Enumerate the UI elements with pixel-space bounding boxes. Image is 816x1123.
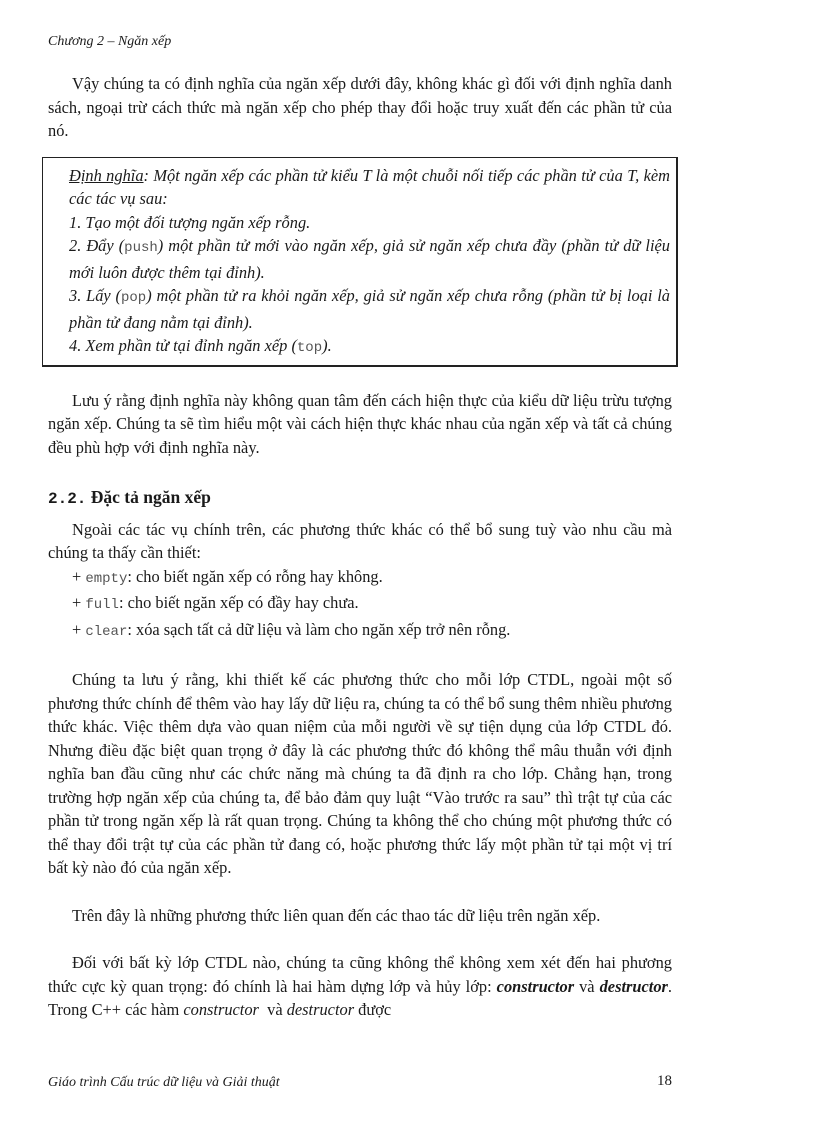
ctor-text-c: . Trong C++ các hàm bbox=[48, 976, 673, 1019]
constructor-term: constructor bbox=[496, 976, 575, 996]
destructor-italic: destructor bbox=[286, 1000, 355, 1019]
definition-item-1: 1. Tạo một đối tượng ngăn xếp rỗng. bbox=[69, 212, 311, 232]
bullet-prefix: + bbox=[72, 593, 86, 612]
ctor-text-e: được bbox=[354, 1000, 392, 1019]
constructor-paragraph bbox=[48, 951, 672, 1022]
definition-item-2-text-a: 2. Đẩy ( bbox=[69, 236, 125, 255]
ctor-text-d: và bbox=[258, 1000, 287, 1019]
ctor-text-a: Đối với bất kỳ lớp CTDL nào, chúng ta cũng không thể không xem xét đến hai phương thức cực kỳ quan trọng: đó chính là hai hàm dựng lớp và hủy lớp: bbox=[48, 953, 672, 996]
bullet-clear bbox=[48, 618, 672, 645]
bullet-full bbox=[48, 591, 672, 618]
definition-item-3-code: pop bbox=[121, 290, 147, 306]
definition-label: Định nghĩa bbox=[69, 165, 144, 185]
design-paragraph: Chúng ta lưu ý rằng, khi thiết kế các phương thức cho mỗi lớp CTDL, ngoài một số phương thức chính để thêm vào hay lấy dữ liệu ra, chúng ta có thể bổ sung thêm nhiều phương thức khác. Việc thêm dựa vào quan niệm của mỗi người về sự tiện dụng của lớp CTDL đó. Nhưng điều đặc biệt quan trọng ở đây là các phương thức đó không thể mâu thuẫn với định nghĩa ban đầu cũng như các chức năng mà chúng ta đã định ra cho lớp. Chẳng hạn, trong trường hợp ngăn xếp của chúng ta, để bảo đảm quy luật “Vào trước ra sau” thì trật tự của các phần tử trong ngăn xếp là rất quan trọng. Chúng ta không thể cho chúng một phương thức có thể thay đổi trật tự của các phần tử đang có, hoặc phương thức lấy một phần tử tại một vị trí bất kỳ nào đó của ngăn xếp. bbox=[48, 670, 672, 877]
definition-item-3 bbox=[51, 284, 670, 334]
running-header: Chương 2 – Ngăn xếp bbox=[48, 34, 172, 49]
bullet-empty bbox=[48, 565, 672, 592]
section-intro: Ngoài các tác vụ chính trên, các phương thức khác có thể bổ sung tuỳ vào nhu cầu mà chúng ta thấy cần thiết: bbox=[48, 519, 672, 562]
document-page bbox=[48, 0, 672, 1123]
definition-box bbox=[42, 157, 678, 367]
page-number: 18 bbox=[657, 1073, 672, 1089]
body-text bbox=[48, 72, 672, 1022]
bullet-code-full: full bbox=[85, 597, 119, 613]
definition-item-4-text-b: ). bbox=[322, 336, 332, 355]
section-heading bbox=[48, 486, 672, 512]
note-paragraph: Lưu ý rằng định nghĩa này không quan tâm đến cách hiện thực của kiểu dữ liệu trừu tượng ngăn xếp. Chúng ta sẽ tìm hiểu một vài cách hiện thực khác nhau của ngăn xếp và tất cả chúng đều phù hợp với định nghĩa này. bbox=[48, 390, 672, 457]
intro-paragraph: Vậy chúng ta có định nghĩa của ngăn xếp dưới đây, không khác gì đối với định nghĩa danh sách, ngoại trừ cách thức mà ngăn xếp cho phép thay đổi hoặc truy xuất đến các phần tử của nó. bbox=[48, 74, 672, 140]
definition-item-4 bbox=[51, 334, 670, 361]
constructor-italic: constructor bbox=[183, 1000, 259, 1019]
ctor-text-b: và bbox=[574, 976, 600, 996]
section-title: Đặc tả ngăn xếp bbox=[90, 487, 211, 507]
bullet-text-clear: : xóa sạch tất cả dữ liệu và làm cho ngăn xếp trở nên rỗng. bbox=[127, 619, 511, 639]
definition-item-4-text-a: 4. Xem phần tử tại đỉnh ngăn xếp ( bbox=[69, 336, 297, 355]
section-number: 2.2. bbox=[48, 490, 87, 508]
definition-item-3-text-b: ) một phần tử ra khỏi ngăn xếp, giả sử ngăn xếp chưa rỗng (phần tử bị loại là phần tử đang nằm tại đỉnh). bbox=[69, 286, 670, 332]
definition-item-2 bbox=[51, 234, 670, 284]
definition-item-2-code: push bbox=[124, 240, 158, 256]
definition-item-4-code: top bbox=[296, 340, 323, 356]
definition-item-2-text-b: ) một phần tử mới vào ngăn xếp, giả sử ngăn xếp chưa đầy (phần tử dữ liệu mới luôn được thêm tại đỉnh). bbox=[69, 236, 670, 282]
bullet-prefix: + bbox=[72, 619, 86, 639]
bullet-text-empty: : cho biết ngăn xếp có rỗng hay không. bbox=[127, 566, 383, 586]
running-footer-title: Giáo trình Cấu trúc dữ liệu và Giải thuật bbox=[48, 1075, 280, 1090]
bullet-code-empty: empty bbox=[85, 570, 128, 587]
summary-paragraph: Trên đây là những phương thức liên quan đến các thao tác dữ liệu trên ngăn xếp. bbox=[72, 905, 601, 925]
bullet-prefix: + bbox=[72, 566, 86, 586]
bullet-text-full: : cho biết ngăn xếp có đầy hay chưa. bbox=[118, 593, 359, 612]
destructor-term: destructor bbox=[599, 976, 668, 996]
definition-lead-text: : Một ngăn xếp các phần tử kiểu T là một chuỗi nối tiếp các phần tử của T, kèm các tác vụ sau: bbox=[69, 165, 670, 208]
definition-lead bbox=[51, 164, 670, 211]
definition-item-3-text-a: 3. Lấy ( bbox=[69, 286, 121, 305]
bullet-code-clear: clear bbox=[85, 623, 128, 640]
